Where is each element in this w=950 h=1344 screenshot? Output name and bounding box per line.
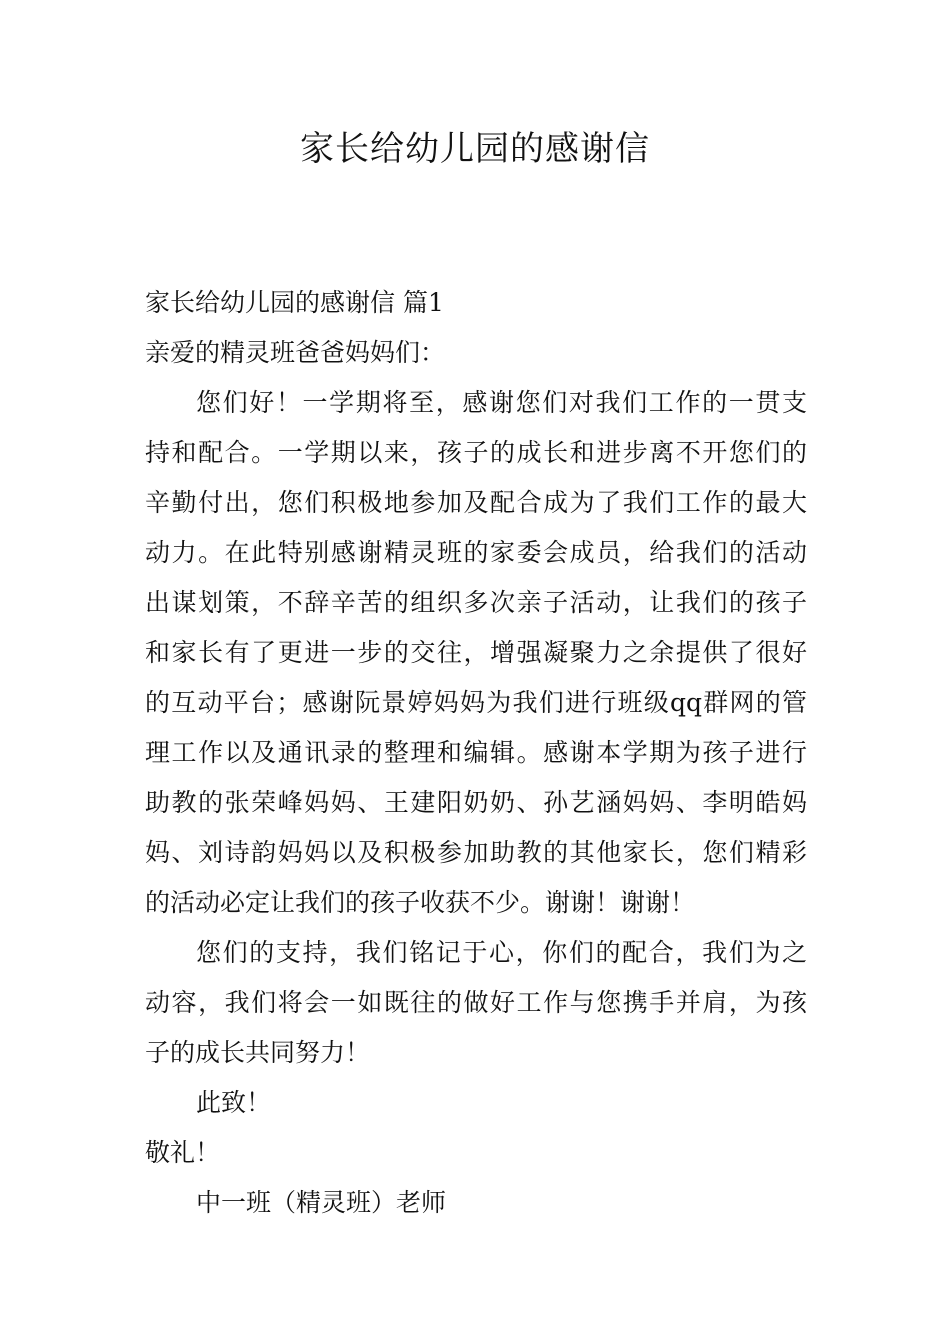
paragraph-line: 您们的支持，我们铭记于心，你们的配合，我们为之 [196, 938, 807, 967]
paragraph-line: 助教的张荣峰妈妈、王建阳奶奶、孙艺涵妈妈、李明皓妈 [145, 788, 807, 817]
paragraph-line: 动力。在此特别感谢精灵班的家委会成员，给我们的活动 [145, 538, 807, 567]
salutation: 亲爱的精灵班爸爸妈妈们： [145, 338, 446, 367]
closing-regards: 此致！ [196, 1088, 272, 1117]
section-heading: 家长给幼儿园的感谢信 篇1 [145, 288, 444, 317]
paragraph-line: 动容，我们将会一如既往的做好工作与您携手并肩，为孩 [145, 988, 807, 1017]
paragraph-line: 的互动平台；感谢阮景婷妈妈为我们进行班级qq群网的管 [145, 688, 807, 717]
document-body [145, 278, 807, 1228]
signature: 中一班（精灵班）老师 [196, 1188, 447, 1217]
paragraph-1 [145, 378, 807, 928]
paragraph-line: 妈、刘诗韵妈妈以及积极参加助教的其他家长，您们精彩 [145, 838, 807, 867]
paragraph-2 [145, 928, 807, 1078]
paragraph-line: 和家长有了更进一步的交往，增强凝聚力之余提供了很好 [145, 638, 807, 667]
paragraph-line: 持和配合。一学期以来，孩子的成长和进步离不开您们的 [145, 438, 807, 467]
paragraph-line: 子的成长共同努力！ [145, 1038, 371, 1067]
paragraph-line: 理工作以及通讯录的整理和编辑。感谢本学期为孩子进行 [145, 738, 807, 767]
closing-salute: 敬礼！ [145, 1138, 221, 1167]
paragraph-line: 出谋划策，不辞辛苦的组织多次亲子活动，让我们的孩子 [145, 588, 807, 617]
paragraph-line: 您们好！一学期将至，感谢您们对我们工作的一贯支 [196, 388, 807, 417]
paragraph-line: 辛勤付出，您们积极地参加及配合成为了我们工作的最大 [145, 488, 807, 517]
paragraph-line: 的活动必定让我们的孩子收获不少。谢谢！谢谢！ [145, 888, 696, 917]
document-title: 家长给幼儿园的感谢信 [300, 129, 650, 169]
